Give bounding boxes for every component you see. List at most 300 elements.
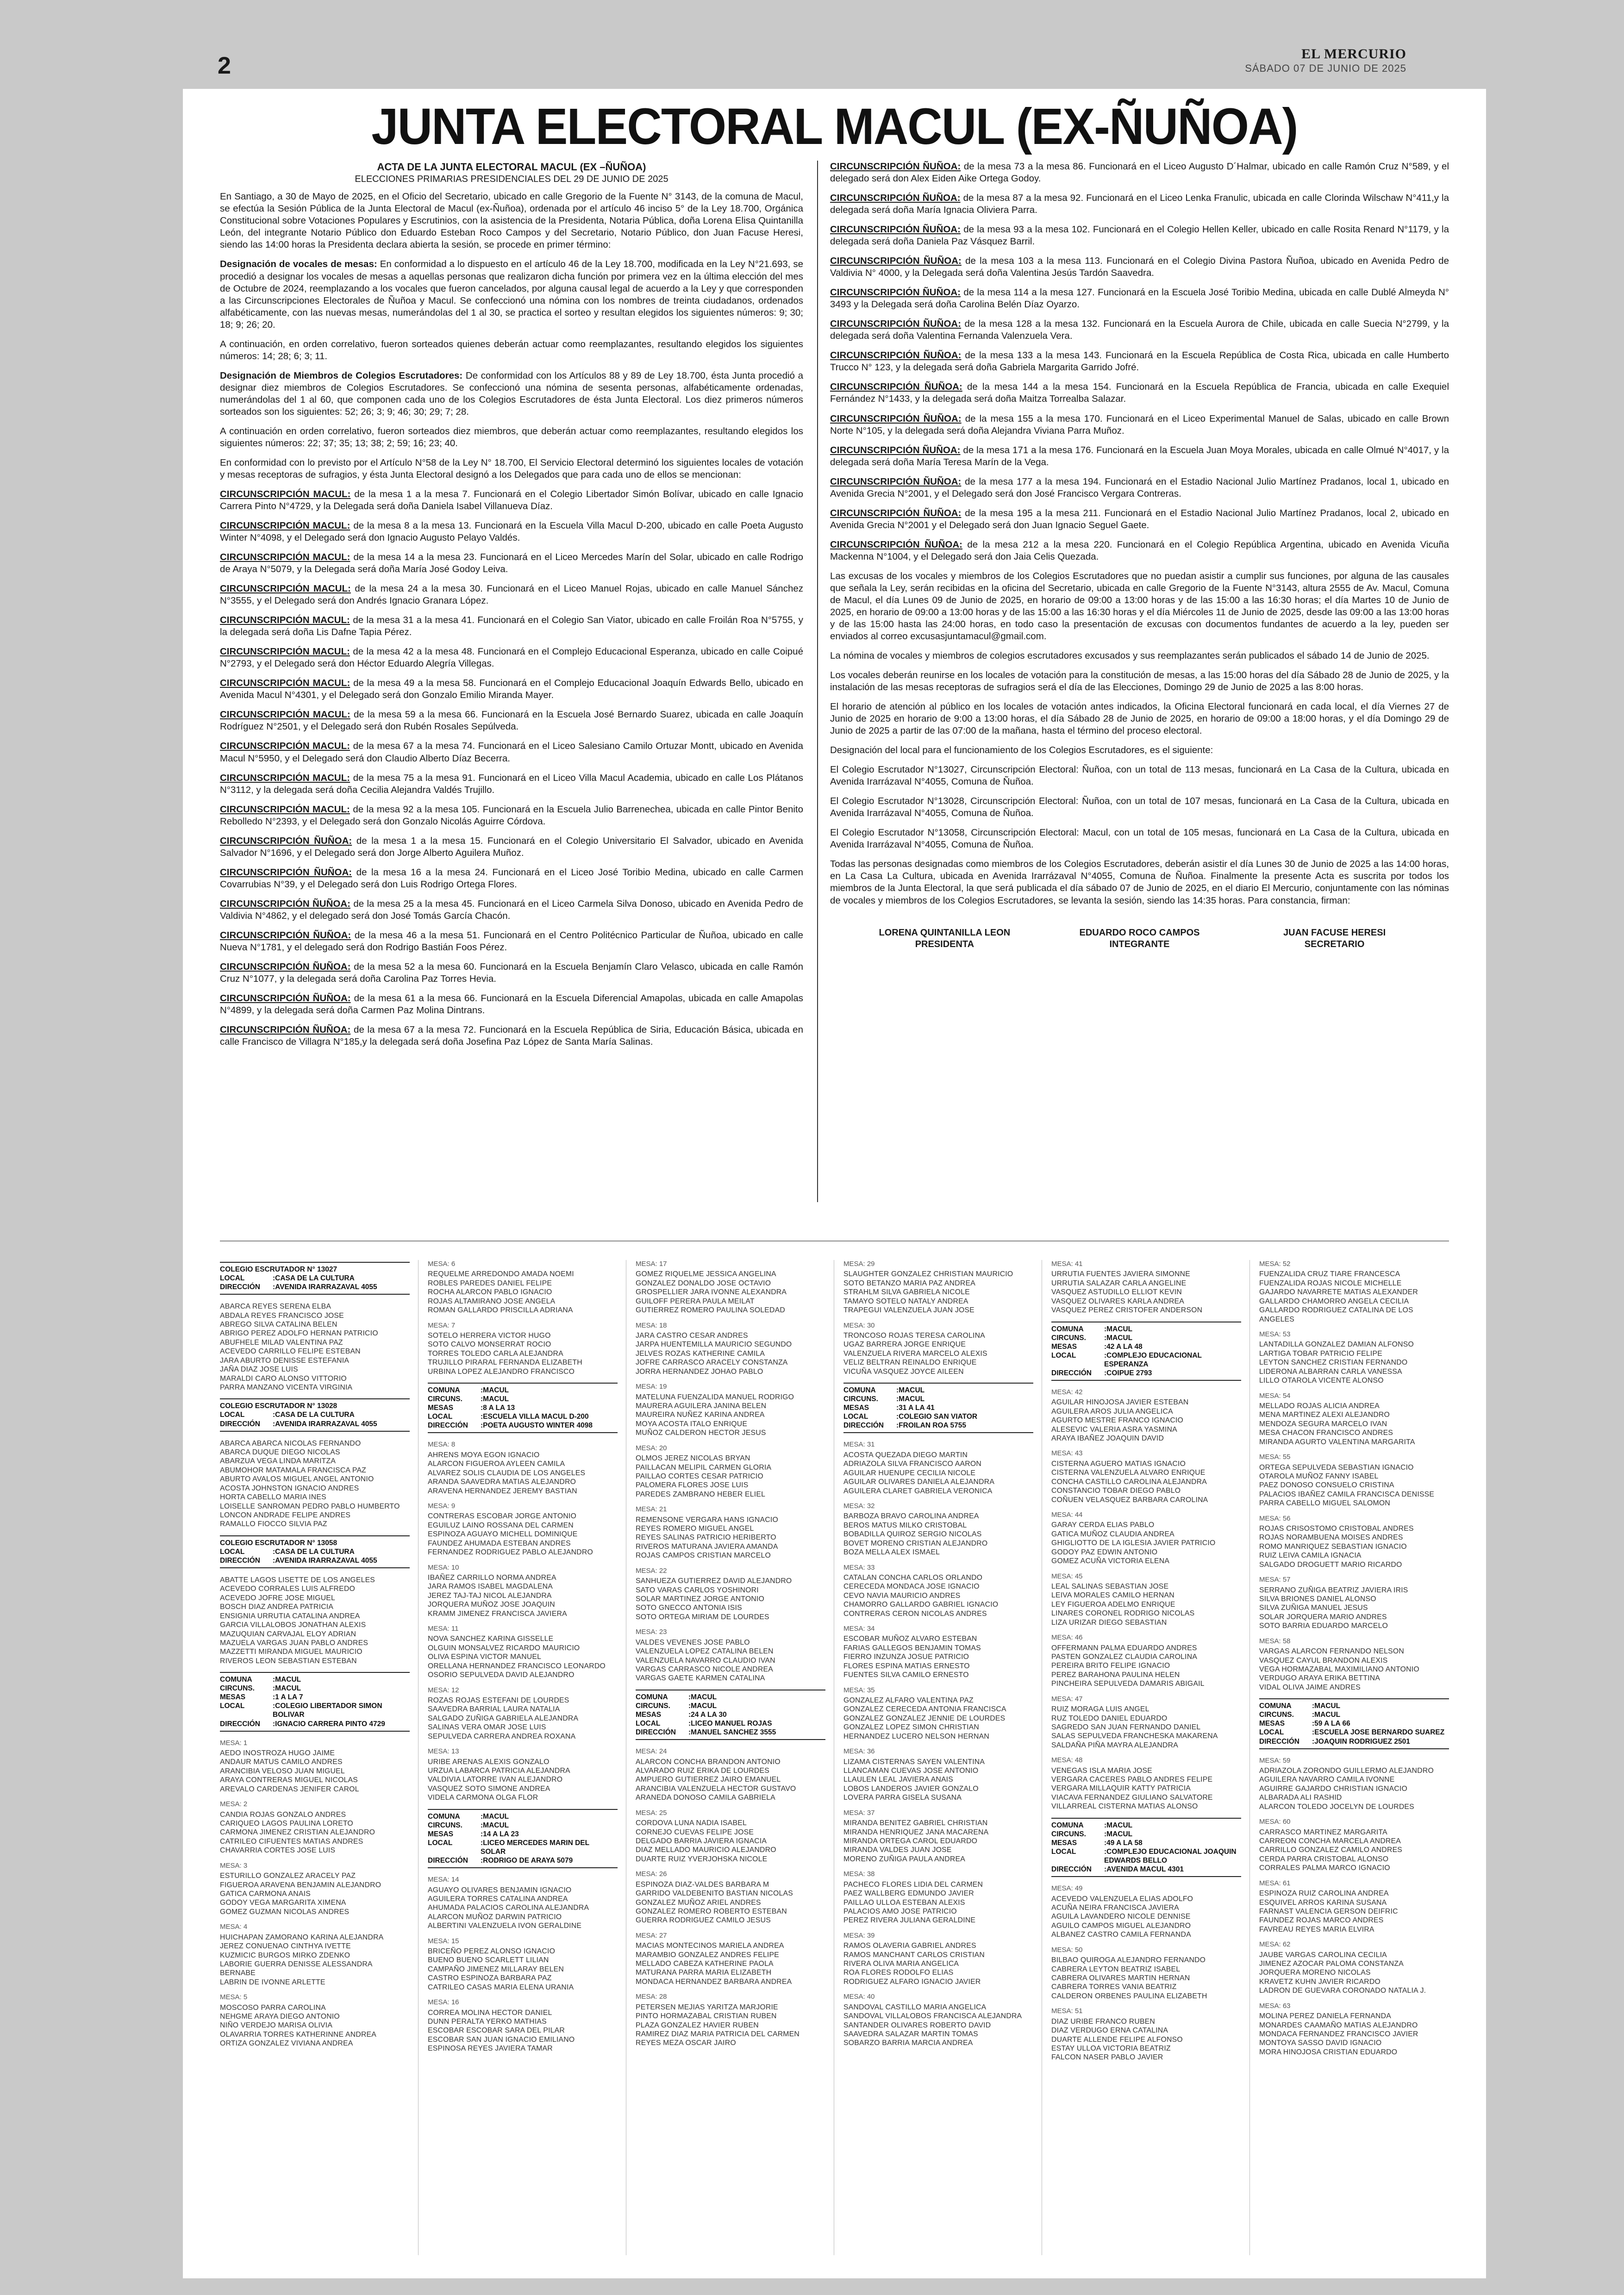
mesa-label: MESA: 14 bbox=[428, 1876, 459, 1884]
local-field-key: DIRECCIÓN bbox=[220, 1420, 260, 1428]
mesa-members: ADRIAZOLA ZORONDO GUILLERMO ALEJANDRO AGUILERA NAVARRO CAMILA IVONNE AGUIRRE GAJARDO CHRISTIAN IGNACIO ALBARADA ALI RASHID ALARCON TOLEDO JOCELYN DE LOURDES bbox=[1259, 1767, 1434, 1811]
mesa-members: DIAZ URIBE FRANCO RUBEN DIAZ VERDUGO ERNA CATALINA DUARTE ALLENDE FELIPE ALFONSO ESTAY ULLOA VICTORIA BEATRIZ FALCON NASER PABLO JAVIER bbox=[1051, 2017, 1183, 2062]
mesa-label: MESA: 58 bbox=[1259, 1637, 1291, 1645]
mesa-block bbox=[1259, 1879, 1449, 1934]
mesa-members: GONZALEZ ALFARO VALENTINA PAZ GONZALEZ CERECEDA ANTONIA FRANCISCA GONZALEZ GONZALEZ JENNIE DE LOURDES GONZALEZ LOPEZ SIMON CHRISTIAN HERNANDEZ LUCERO NELSON HERNAN bbox=[843, 1696, 1006, 1740]
mesa-members: ESTURILLO GONZALEZ ARACELY PAZ FIGUEROA ARAVENA BENJAMIN ALEJANDRO GATICA CARMONA ANAIS GODOY VEGA MARGARITA XIMENA GOMEZ GUZMAN NICOLAS ANDRES bbox=[220, 1872, 381, 1916]
nomina-paragraph: La nómina de vocales y miembros de colegios escrutadores excusados y sus reemplazantes serán publicados el sábado 14 de Junio de 2025. bbox=[830, 650, 1430, 661]
local-field-value: :MACUL bbox=[1312, 1711, 1341, 1719]
mesa-block bbox=[220, 1800, 410, 1855]
circunscripcion-label: CIRCUNSCRIPCIÓN ÑUÑOA: bbox=[220, 929, 351, 941]
mesa-block bbox=[636, 1260, 825, 1315]
mesa-members: MACIAS MONTECINOS MARIELA ANDREA MARAMBIO GONZALEZ ANDRES FELIPE MELLADO CABEZA KATHERINE PAOLA MATURANA PARRA MARIA ELIZABETH MONDACA HERNANDEZ BARBARA ANDREA bbox=[636, 1942, 792, 1986]
mesa-label: MESA: 18 bbox=[636, 1321, 667, 1329]
local-field-key: LOCAL bbox=[843, 1413, 868, 1421]
mesa-label: MESA: 19 bbox=[636, 1383, 667, 1391]
mesa-members: AEDO INOSTROZA HUGO JAIME ANDAUR MATUS CAMILO ANDRES ARANCIBIA VELOSO JUAN MIGUEL ARAYA CONTRERAS MIGUEL NICOLAS AREVALO CARDENAS JENIFER CAROL bbox=[220, 1749, 359, 1793]
mesa-members: LANTADILLA GONZALEZ DAMIAN ALFONSO LARTIGA TOBAR PATRICIO FELIPE LEYTON SANCHEZ CRISTIAN FERNANDO LIDERONA ALBARRAN CARLA VANESSA LILLO OTAROLA VICENTE ALONSO bbox=[1259, 1341, 1414, 1385]
mesa-members: FUENZALIDA CRUZ TIARE FRANCESCA FUENZALIDA ROJAS NICOLE MICHELLE GAJARDO NAVARRETE MATIAS ALEXANDER GALLARDO CHAMORRO ANGELA CECILIA GALLARDO RODRIGUEZ CATALINA DE LOS ANGELES bbox=[1259, 1270, 1418, 1323]
circunscripcion-text: de la mesa 75 a la mesa 91. Funcionará en el Liceo Villa Macul Academia, ubicado en calle Los Plátanos N°3112, y la delegada será doña Cecilia Alejandra Valdés Trujillo. bbox=[220, 772, 804, 795]
mesa-block bbox=[843, 1625, 1033, 1680]
mesa-label: MESA: 8 bbox=[428, 1441, 456, 1449]
mesa-label: MESA: 33 bbox=[843, 1563, 875, 1572]
mesa-block bbox=[1259, 1330, 1449, 1385]
local-field-key: LOCAL bbox=[220, 1411, 245, 1419]
local-field-key: MESAS bbox=[1051, 1342, 1077, 1351]
local-field-key: MESAS bbox=[220, 1693, 246, 1702]
acta-intro: En Santiago, a 30 de Mayo de 2025, en el Oficio del Secretario, ubicado en calle Gregorio de la Fuente N° 3143, de la comuna de Macul, se efectúa la Sesión Pública de la Junta Electoral de Macul (ex-Ñuñoa), ordenada por el artículo 46 inciso 5° de la Ley 18.700, Orgánica Constitucional sobre Votaciones Populares y Escrutinios, con la asistencia de la Presidenta, Notaria Pública, doña Lorena Elisa Quintanilla León, del integrante Notario Público don Eduardo Esteban Roco Campos y del Secretario, Notario Público, don Juan Facuse Heresi, siendo las 14:00 horas la Presidenta declara abierta la sesión, se procede en primer término: bbox=[220, 191, 803, 250]
local-field-key: LOCAL bbox=[428, 1413, 453, 1421]
mesa-label: MESA: 22 bbox=[636, 1566, 667, 1575]
mesa-label: MESA: 54 bbox=[1259, 1391, 1291, 1400]
circunscripcion-paragraph bbox=[220, 867, 803, 891]
circunscripcion-label: CIRCUNSCRIPCIÓN ÑUÑOA: bbox=[830, 193, 961, 204]
circunscripcion-paragraph bbox=[220, 804, 803, 828]
local-field-key: DIRECCIÓN bbox=[220, 1720, 260, 1728]
mesa-members: BILBAO QUIROGA ALEJANDRO FERNANDO CABRERA LEYTON BEATRIZ ISABEL CABRERA OLIVARES MARTIN HERNAN CABRERA TORRES VANIA BEATRIZ CALDERON ORBENES PAULINA ELIZABETH bbox=[1051, 1956, 1207, 2000]
mesa-members: BRICEÑO PEREZ ALONSO IGNACIO BUENO BUENO SCARLETT LILIAN CAMPAÑO JIMENEZ MILLARAY BELEN CASTRO ESPINOZA BARBARA PAZ CATRILEO CASAS MARIA ELENA URANIA bbox=[428, 1947, 574, 1991]
circunscripcion-text: de la mesa 49 a la mesa 58. Funcionará en el Complejo Educacional Joaquín Edwards Bello, ubicado en Avenida Macul N°4301, y el Delegado será don Gonzalo Emilio Miranda Mayer. bbox=[220, 678, 804, 701]
mesa-members: ESPINOZA RUIZ CAROLINA ANDREA ESQUIVEL ARROS KARINA SUSANA FARNAST VALENCIA GERSON DEIFRIC FAUNDEZ ROJAS MARCO ANDRES FAVREAU REYES MARIA ELVIRA bbox=[1259, 1890, 1398, 1933]
circunscripcion-paragraph bbox=[220, 709, 803, 733]
local-field-value: :COLEGIO SAN VIATOR bbox=[896, 1413, 978, 1421]
circunscripcion-label: CIRCUNSCRIPCIÓN ÑUÑOA: bbox=[830, 476, 962, 487]
local-field-key: DIRECCIÓN bbox=[1051, 1369, 1092, 1377]
circunscripcion-label: CIRCUNSCRIPCIÓN ÑUÑOA: bbox=[830, 161, 961, 172]
mesa-label: MESA: 55 bbox=[1259, 1453, 1291, 1461]
circunscripcion-paragraph bbox=[220, 520, 803, 544]
mesa-block bbox=[843, 1932, 1033, 1987]
local-field-value: :MACUL bbox=[1104, 1830, 1133, 1838]
mesa-label: MESA: 24 bbox=[636, 1747, 667, 1756]
vocales-heading: Designación de vocales de mesas: bbox=[220, 259, 377, 270]
local-field-value: :CASA DE LA CULTURA bbox=[273, 1411, 355, 1419]
circunscripcion-label: CIRCUNSCRIPCIÓN MACUL: bbox=[220, 646, 350, 657]
circunscripcion-text: de la mesa 1 a la mesa 15. Funcionará en el Colegio Universitario El Salvador, ubicado en Avenida Salvador N°1696, y el Delegado será don Jorge Alberto Aguilera Muñoz. bbox=[220, 835, 803, 858]
mesa-block bbox=[1051, 1511, 1241, 1566]
mesa-block bbox=[220, 1993, 410, 2048]
mesa-members: CANDIA ROJAS GONZALO ANDRES CARIQUEO LAGOS PAULINA LORETO CARMONA JIMENEZ CRISTIAN ALEJANDRO CATRILEO CIFUENTES MATIAS ANDRES CHAVARRIA CORTES JOSE LUIS bbox=[220, 1810, 375, 1855]
circunscripcion-text: de la mesa 92 a la mesa 105. Funcionará en la Escuela Julio Barrenechea, ubicada en calle Pintor Benito Rebolledo N°2393, y el Delegado será don Gonzalo Nicolás Aguirre Córdova. bbox=[220, 804, 803, 827]
local-field-key: MESAS bbox=[428, 1404, 454, 1412]
circunscripcion-paragraph bbox=[830, 287, 1449, 311]
mesa-members: AGUAYO OLIVARES BENJAMIN IGNACIO AGUILERA TORRES CATALINA ANDREA AHUMADA PALACIOS CAROLINA ALEJANDRA ALARCON MUÑOZ DARWIN PATRICIO ALBERTINI VALENZUELA IVON GERALDINE bbox=[428, 1886, 589, 1930]
circunscripciones-list-continued bbox=[830, 161, 1449, 563]
local-field-key: CIRCUNS. bbox=[843, 1395, 878, 1403]
mesa-label: MESA: 1 bbox=[220, 1739, 248, 1747]
listing-divider bbox=[1249, 1260, 1250, 2255]
mesa-label: MESA: 49 bbox=[1051, 1884, 1083, 1893]
local-field-key: LOCAL bbox=[220, 1547, 245, 1556]
local-field-value: :COIPUE 2793 bbox=[1104, 1369, 1152, 1377]
mesa-members: ACEVEDO VALENZUELA ELIAS ADOLFO ACUÑA NEIRA FRANCISCA JAVIERA AGUILA LAVANDERO NICOLE DENNISE AGUILO CAMPOS MIGUEL ALEJANDRO ALBANEZ CASTRO CAMILA FERNANDA bbox=[1051, 1895, 1193, 1939]
mesa-members: LEAL SALINAS SEBASTIAN JOSE LEIVA MORALES CAMILO HERNAN LEY FIGUEROA ADELMO ENRIQUE LINARES CORONEL RODRIGO NICOLAS LIZA URIZAR DIEGO SEBASTIAN bbox=[1051, 1583, 1195, 1627]
local-field-value: :MACUL bbox=[481, 1812, 509, 1821]
circunscripcion-text: de la mesa 73 a la mesa 86. Funcionará en el Liceo Augusto D´Halmar, ubicado en calle Ramón Cruz N°589, y el delegado será don Alex Eiden Aike Ortega Godoy. bbox=[830, 161, 1449, 184]
local-field-key: DIRECCIÓN bbox=[220, 1556, 260, 1565]
mesa-block bbox=[428, 1937, 618, 1992]
local-field-key: DIRECCIÓN bbox=[1051, 1865, 1092, 1874]
mesa-block bbox=[1051, 1695, 1241, 1750]
mesa-label: MESA: 6 bbox=[428, 1260, 456, 1268]
mesa-label: MESA: 44 bbox=[1051, 1511, 1083, 1519]
circunscripcion-label: CIRCUNSCRIPCIÓN ÑUÑOA: bbox=[220, 961, 351, 972]
mesa-members: VALDES VEVENES JOSE PABLO VALENZUELA LOPEZ CATALINA BELEN VALENZUELA NAVARRO CLAUDIO IVAN VARGAS CARRASCO NICOLE ANDREA VARGAS GAETE KARMEN CATALINA bbox=[636, 1638, 775, 1683]
mesa-members: ACOSTA QUEZADA DIEGO MARTIN ADRIAZOLA SILVA FRANCISCO AARON AGUILAR HUENUPE CECILIA NICOLE AGUILAR OLIVARES DANIELA ALEJANDRA AGUILERA CLARET GABRIELA VERONICA bbox=[843, 1451, 995, 1495]
local-field-value: :CASA DE LA CULTURA bbox=[273, 1274, 355, 1283]
mesa-block bbox=[636, 1322, 825, 1377]
circunscripcion-text: de la mesa 16 a la mesa 24. Funcionará en el Liceo José Toribio Medina, ubicado en calle Carmen Covarrubias N°39, y el Delegado será don Luis Rodrigo Ortega Flores. bbox=[220, 867, 803, 890]
circunscripcion-label: CIRCUNSCRIPCIÓN MACUL: bbox=[220, 615, 350, 626]
circunscripcion-paragraph bbox=[830, 444, 1449, 468]
local-info-block bbox=[220, 1398, 410, 1431]
local-field-value: :31 A LA 41 bbox=[896, 1404, 935, 1412]
mesa-members: TRONCOSO ROJAS TERESA CAROLINA UGAZ BARRERA JORGE ENRIQUE VALENZUELA RIVERA MARCELO ALEXIS VELIZ BELTRAN REINALDO ENRIQUE VICUÑA VASQUEZ JOYCE AILEEN bbox=[843, 1331, 987, 1376]
mesa-block bbox=[220, 1439, 410, 1529]
local-field-value: :14 A LA 23 bbox=[481, 1830, 519, 1838]
local-field-key: COMUNA bbox=[428, 1386, 460, 1395]
circunscripcion-paragraph bbox=[830, 349, 1449, 374]
mesa-members: GOMEZ RIQUELME JESSICA ANGELINA GONZALEZ DONALDO JOSE OCTAVIO GROSPELLIER JARA IVONNE ALEXANDRA GUILOFF PERERA PAULA MEILAT GUTIERREZ ROMERO PAULINA SOLEDAD bbox=[636, 1270, 787, 1315]
local-field-key: LOCAL bbox=[428, 1839, 453, 1847]
local-field-value: :COLEGIO LIBERTADOR SIMON BOLIVAR bbox=[273, 1702, 382, 1719]
colegio-13028-paragraph: El Colegio Escrutador N°13028, Circunscripción Electoral: Ñuñoa, con un total de 107 mesas, funcionará en La Casa de la Cultura, ubicada en Avenida Irarrázaval N°4055, Comuna de Ñuñoa. bbox=[830, 796, 1449, 819]
local-field-value: :CASA DE LA CULTURA bbox=[273, 1547, 355, 1556]
local-field-key: COMUNA bbox=[428, 1812, 460, 1821]
local-info-block bbox=[843, 1383, 1033, 1433]
local-field-value: :ESCUELA JOSE BERNARDO SUAREZ bbox=[1312, 1728, 1445, 1737]
signatures bbox=[830, 927, 1449, 951]
mesa-label: MESA: 53 bbox=[1259, 1330, 1291, 1338]
mesa-members: OLMOS JEREZ NICOLAS BRYAN PAILLACAN MELIPIL CARMEN GLORIA PAILLAO CORTES CESAR PATRICIO PALOMERA FLORES JOSE LUIS PAREDES ZAMBRANO HEBER ELIEL bbox=[636, 1454, 772, 1498]
mesa-label: MESA: 35 bbox=[843, 1686, 875, 1694]
circunscripcion-paragraph bbox=[220, 551, 803, 575]
mesa-block bbox=[428, 1686, 618, 1741]
mesas-listing bbox=[220, 1260, 1449, 2260]
local-field-value: :MACUL bbox=[481, 1821, 509, 1829]
mesa-members: AHRENS MOYA EGON IGNACIO ALARCON FIGUEROA AYLEEN CAMILA ALVAREZ SOLIS CLAUDIA DE LOS ANGELES ARANDA SAAVEDRA MATIAS ALEJANDRO ARAVENA HERNANDEZ JEREMY BASTIAN bbox=[428, 1451, 586, 1495]
mesa-label: MESA: 29 bbox=[843, 1260, 875, 1268]
circunscripcion-text: de la mesa 133 a la mesa 143. Funcionará en la Escuela República de Costa Rica, ubicada en calle Humberto Trucco N° 123, y la delegada será doña Gabriela Margarita Garrido Jofré. bbox=[830, 350, 1449, 373]
local-field-key: COMUNA bbox=[636, 1693, 668, 1701]
mesa-block bbox=[1259, 1260, 1449, 1324]
circunscripcion-text: de la mesa 177 a la mesa 194. Funcionará en el Estadio Nacional Julio Martínez Pradanos, local 1, ubicado en Avenida Grecia N°2001, y el Delegado será don José Francisco Vergara Contreras. bbox=[830, 476, 1449, 499]
mesa-block bbox=[843, 1564, 1033, 1619]
circunscripcion-paragraph bbox=[830, 381, 1449, 405]
local-field-key: COMUNA bbox=[220, 1676, 252, 1684]
mesa-block bbox=[843, 1441, 1033, 1496]
local-field-key: CIRCUNS. bbox=[1051, 1334, 1086, 1342]
local-field-key: COMUNA bbox=[1259, 1702, 1292, 1710]
listing-column-2 bbox=[428, 1260, 618, 2060]
circunscripcion-label: CIRCUNSCRIPCIÓN ÑUÑOA: bbox=[830, 287, 961, 298]
local-field-value: :MACUL bbox=[688, 1702, 717, 1710]
mesa-label: MESA: 41 bbox=[1051, 1260, 1083, 1268]
mesa-label: MESA: 47 bbox=[1051, 1695, 1083, 1703]
mesa-label: MESA: 26 bbox=[636, 1870, 667, 1878]
mesa-label: MESA: 4 bbox=[220, 1923, 248, 1931]
circunscripcion-paragraph bbox=[220, 835, 803, 859]
circunscripcion-text: de la mesa 103 a la mesa 113. Funcionará en el Colegio Divina Pastora Ñuñoa, ubicado en Avenida Pedro de Valdivia N° 4000, y la Delegada será doña Valentina Jesús Tardón Saavedra. bbox=[830, 256, 1449, 279]
local-field-value: :MACUL bbox=[896, 1395, 925, 1403]
mesa-members: URRUTIA FUENTES JAVIERA SIMONNE URRUTIA SALAZAR CARLA ANGELINE VASQUEZ ASTUDILLO ELLIOT KEVIN VASQUEZ OLIVARES KARLA ANDREA VASQUEZ PEREZ CRISTOFER ANDERSON bbox=[1051, 1270, 1203, 1315]
mesa-label: MESA: 57 bbox=[1259, 1576, 1291, 1584]
mesa-block bbox=[220, 1923, 410, 1987]
local-info-block bbox=[636, 1690, 825, 1740]
circunscripcion-label: CIRCUNSCRIPCIÓN MACUL: bbox=[220, 583, 351, 594]
mesa-block bbox=[1051, 1946, 1241, 2001]
local-field-value: :RODRIGO DE ARAYA 5079 bbox=[481, 1857, 573, 1865]
mesa-block bbox=[1259, 1515, 1449, 1570]
local-field-key: LOCAL bbox=[220, 1274, 245, 1283]
mesa-members: VENEGAS ISLA MARIA JOSE VERGARA CACERES PABLO ANDRES FELIPE VERGARA MILLAQUIR KATTY PATRICIA VIACAVA FERNANDEZ GIULIANO SALVATORE VILLARREAL CISTERNA MATIAS ALONSO bbox=[1051, 1766, 1213, 1811]
mesa-label: MESA: 46 bbox=[1051, 1634, 1083, 1642]
local-field-key: COLEGIO ESCRUTADOR N° 13027 bbox=[220, 1266, 337, 1273]
local-field-key: MESAS bbox=[1051, 1839, 1077, 1847]
mesa-members: RAMOS OLAVERIA GABRIEL ANDRES RAMOS MANCHANT CARLOS CRISTIAN RIVERA OLIVA MARIA ANGELICA ROA FLORES RODOLFO ELIAS RODRIGUEZ ALFARO IGNACIO JAVIER bbox=[843, 1942, 985, 1986]
circunscripcion-text: de la mesa 67 a la mesa 74. Funcionará en el Liceo Salesiano Camilo Ortuzar Montt, ubicado en Avenida Macul N°5950, y el Delegado será don Claudio Alberto Díaz Becerra. bbox=[220, 741, 804, 764]
mesa-members: MOSCOSO PARRA CAROLINA NEHGME ARAYA DIEGO ANTONIO NIÑO VERDEJO MARISA OLIVIA OLAVARRIA TORRES KATHERINNE ANDREA ORTIZA GONZALEZ VIVIANA ANDREA bbox=[220, 2003, 377, 2048]
local-field-key: DIRECCIÓN bbox=[220, 1283, 260, 1291]
mesa-label: MESA: 11 bbox=[428, 1625, 459, 1633]
vocales-reemplazo: A continuación, en orden correlativo, fueron sorteados quienes deberán actuar como reemplazantes, resultando elegidos los siguientes números: 14; 28; 6; 3; 11. bbox=[220, 338, 803, 362]
mesa-block bbox=[1259, 2002, 1449, 2057]
local-field-key: LOCAL bbox=[636, 1720, 661, 1728]
mesa-label: MESA: 52 bbox=[1259, 1260, 1291, 1268]
local-field-value: :MACUL bbox=[896, 1386, 925, 1395]
circunscripcion-paragraph bbox=[220, 929, 803, 954]
mesa-block bbox=[636, 1993, 825, 2048]
mesa-block bbox=[1259, 1576, 1449, 1631]
excusas-paragraph: Las excusas de los vocales y miembros de los Colegios Escrutadores que no puedan asistir a cumplir sus funciones, por alguna de las causales que señala la Ley, serán recibidas en la oficina del Secretario, ubicada en calle Gregorio de la Fuente N°3143, altura 2555 de Av. Macul, Comuna de Macul, el día Lunes 09 de Junio de 2025, en horario de 09:00 a 13:00 horas y de las 15:00 a las 16:30 horas; el día Martes 10 de Junio de 2025, en horario de 09:00 a 13:00 horas y de las 15:00 a las 16:30 horas y el día Miércoles 11 de Junio de 2025, desde las 09:00 a las 13:00 horas y de las 15:00 hasta las 24:00 horas, en todo caso la presentación de excusas con documentos fundantes de acuerdo a la ley, pueden ser enviados al correo excusasjuntamacul@gmail.com. bbox=[830, 570, 1449, 642]
mesa-members: URIBE ARENAS ALEXIS GONZALO URZUA LABARCA PATRICIA ALEJANDRA VALDIVIA LATORRE IVAN ALEJANDRO VASQUEZ SOTO SIMONE ANDREA VIDELA CARMONA OLGA FLOR bbox=[428, 1758, 570, 1802]
mesa-label: MESA: 62 bbox=[1259, 1940, 1291, 1949]
mesa-block bbox=[843, 1260, 1033, 1315]
mesa-block bbox=[428, 1322, 618, 1377]
mesa-block bbox=[636, 1628, 825, 1683]
mesa-members: ALARCON CONCHA BRANDON ANTONIO ALVARADO RUIZ ERIKA DE LOURDES AMPUERO GUTIERREZ JAIRO EMANUEL ARANCIBIA VALENZUELA HECTOR GUSTAVO ARANEDA DONOSO CAMILA GABRIELA bbox=[636, 1758, 796, 1802]
circunscripcion-label: CIRCUNSCRIPCIÓN ÑUÑOA: bbox=[220, 835, 352, 846]
local-field-value: :AVENIDA IRARRAZAVAL 4055 bbox=[273, 1420, 377, 1428]
circunscripcion-label: CIRCUNSCRIPCIÓN MACUL: bbox=[220, 709, 350, 720]
mesa-label: MESA: 34 bbox=[843, 1625, 875, 1633]
local-info-block bbox=[428, 1809, 618, 1868]
circunscripcion-label: CIRCUNSCRIPCIÓN ÑUÑOA: bbox=[830, 413, 962, 424]
circunscripcion-text: de la mesa 171 a la mesa 176. Funcionará en la Escuela Juan Moya Morales, ubicada en calle Olmué N°4017, y la delegada será doña María Teresa Marín de la Vega. bbox=[830, 444, 1449, 468]
local-field-key: CIRCUNS. bbox=[1051, 1830, 1086, 1838]
mesa-members: CORREA MOLINA HECTOR DANIEL DUNN PERALTA YERKO MATHIAS ESCOBAR ESCOBAR SARA DEL PILAR ESCOBAR SAN JUAN IGNACIO EMILIANO ESPINOSA REYES JAVIERA TAMAR bbox=[428, 2008, 575, 2053]
circunscripcion-paragraph bbox=[830, 507, 1449, 531]
circunscripcion-text: de la mesa 128 a la mesa 132. Funcionará en la Escuela Aurora de Chile, ubicada en calle Suecia N°2799, y la delegada será doña Valentina Fernanda Valenzuela Vera. bbox=[830, 318, 1449, 342]
circunscripcion-label: CIRCUNSCRIPCIÓN MACUL: bbox=[220, 552, 350, 563]
mesa-block bbox=[1051, 1260, 1241, 1315]
circunscripcion-label: CIRCUNSCRIPCIÓN ÑUÑOA: bbox=[830, 350, 962, 361]
mesa-block bbox=[1051, 1449, 1241, 1504]
mesa-block bbox=[428, 1441, 618, 1496]
mesa-block bbox=[636, 1444, 825, 1499]
local-field-value: :49 A LA 58 bbox=[1104, 1839, 1143, 1847]
colegios-text: De conformidad con los Artículos 88 y 89 de Ley 18.700, ésta Junta procedió a designar diez miembros de Colegios Escrutadores. Se confeccionó una nómina de sesenta personas, alfabéticamente ordenadas, numerándolas del 1 al 60, que componen cada uno de los Colegios Escrutadores de ésta Junta Electoral. Los diez primeros números sorteados son los siguientes: 52; 26; 3; 9; 46; 30; 29; 7; 28. bbox=[220, 370, 803, 417]
mesa-block bbox=[843, 1870, 1033, 1925]
mesa-label: MESA: 59 bbox=[1259, 1756, 1291, 1765]
circunscripcion-paragraph bbox=[830, 192, 1449, 216]
mesa-members: SLAUGHTER GONZALEZ CHRISTIAN MAURICIO SOTO BETANZO MARIA PAZ ANDREA STRAHLM SILVA GABRIELA NICOLE TAMAYO SOTELO NATALY ANDREA TRAPEGUI VALENZUELA JUAN JOSE bbox=[843, 1270, 1013, 1315]
circunscripcion-text: de la mesa 8 a la mesa 13. Funcionará en la Escuela Villa Macul D-200, ubicado en calle Poeta Augusto Winter N°4098, y el Delegado será don Ignacio Augusto Pelayo Valdés. bbox=[220, 520, 803, 543]
mesa-members: ROZAS ROJAS ESTEFANI DE LOURDES SAAVEDRA BARRIAL LAURA NATALIA SALGADO ZUÑIGA GABRIELA ALEJANDRA SALINAS VERA OMAR JOSE LUIS SEPULVEDA CARRERA ANDREA ROXANA bbox=[428, 1696, 579, 1740]
circunscripcion-text: de la mesa 93 a la mesa 102. Funcionará en el Colegio Hellen Keller, ubicado en calle Rosita Renard N°1179, y la delegada será doña Daniela Paz Vásquez Barril. bbox=[830, 224, 1449, 247]
mesa-label: MESA: 28 bbox=[636, 1993, 667, 2001]
circunscripcion-paragraph bbox=[220, 646, 803, 670]
mesa-block bbox=[1051, 1388, 1241, 1443]
mesa-members: ABARCA ABARCA NICOLAS FERNANDO ABARCA DUQUE DIEGO NICOLAS ABARZUA VEGA LINDA MARITZA ABUMOHOR MATAMALA FRANCISCA PAZ ABURTO AVALOS MIGUEL ANGEL ANTONIO ACOSTA JOHNSTON IGNACIO ANDRES HORTA CABELLO MARIA INES LOISELLE SANROMAN PEDRO PABLO HUMBERTO LONCON ANDRADE FELIPE ANDRES RAMALLO FIOCCO SILVIA PAZ bbox=[220, 1439, 400, 1528]
mesa-block bbox=[843, 1747, 1033, 1802]
mesa-members: CORDOVA LUNA NADIA ISABEL CORNEJO CUEVAS FELIPE JOSE DELGADO BARRIA JAVIERA IGNACIA DIAZ MELLADO MAURICIO ALEJANDRO DUARTE RUIZ YVERJOHSKA NICOLE bbox=[636, 1819, 776, 1863]
local-field-key: COLEGIO ESCRUTADOR N° 13028 bbox=[220, 1402, 337, 1410]
acta-right-column bbox=[830, 161, 1449, 950]
mesa-members: CISTERNA AGUERO MATIAS IGNACIO CISTERNA VALENZUELA ALVARO ENRIQUE CONCHA CASTILLO CAROLINA ALEJANDRA CONSTANCIO TOBAR DIEGO PABLO COÑUEN VELASQUEZ BARBARA CAROLINA bbox=[1051, 1459, 1208, 1504]
mesa-members: REQUELME ARREDONDO AMADA NOEMI ROBLES PAREDES DANIEL FELIPE ROCHA ALARCON PABLO IGNACIO ROJAS ALTAMIRANO JOSE ANGELA ROMAN GALLARDO PRISCILLA ADRIANA bbox=[428, 1270, 574, 1315]
vocales-text: En conformidad a lo dispuesto en el artículo 46 de la Ley 18.700, modificada en la Ley N°21.693, se procedió a designar los vocales de mesas a aquellas personas que realizaron dicha función por primera vez en la última elección del mes de Octubre de 2024, reemplazando a los vocales que fueron cancelados, por alguna causal legal de acuerdo a la Ley y que corresponden a las Circunscripciones Electorales de Ñuñoa y Macul. Se confeccionó una nómina con los nombres de treinta ciudadanos, ordenados alfabéticamente, con las nuevas mesas, numerándolas del 1 al 30, se practica el sorteo y resultan elegidos los siguientes números: 9; 30; 18; 9; 26; 20. bbox=[220, 259, 803, 330]
mesa-label: MESA: 48 bbox=[1051, 1756, 1083, 1765]
local-field-key: COMUNA bbox=[1051, 1821, 1084, 1829]
mesa-label: MESA: 12 bbox=[428, 1686, 459, 1694]
local-field-key: DIRECCIÓN bbox=[1259, 1737, 1299, 1746]
page-number: 2 bbox=[218, 52, 231, 79]
local-field-value: :COMPLEJO EDUCACIONAL ESPERANZA bbox=[1104, 1351, 1202, 1368]
circunscripcion-text: de la mesa 155 a la mesa 170. Funcionará en el Liceo Experimental Manuel de Salas, ubicado en calle Brown Norte N°105, y la delegada será doña Alejandra Viviana Parra Muñoz. bbox=[830, 413, 1449, 436]
circunscripcion-paragraph bbox=[220, 614, 803, 638]
mesa-members: OFFERMANN PALMA EDUARDO ANDRES PASTEN GONZALEZ CLAUDIA CAROLINA PEREIRA BRITO FELIPE IGNACIO PEREZ BARAHONA PAULINA HELEN PINCHEIRA SEPULVEDA DAMARIS ABIGAIL bbox=[1051, 1644, 1205, 1688]
mesa-label: MESA: 50 bbox=[1051, 1946, 1083, 1954]
local-field-key: DIRECCIÓN bbox=[428, 1422, 468, 1430]
mesa-label: MESA: 21 bbox=[636, 1505, 667, 1514]
mesa-block bbox=[636, 1809, 825, 1864]
local-field-key: COLEGIO ESCRUTADOR N° 13058 bbox=[220, 1539, 337, 1547]
mesa-members: LIZAMA CISTERNAS SAYEN VALENTINA LLANCAMAN CUEVAS JOSE ANTONIO LLAULEN LEAL JAVIERA ANAIS LOBOS LANDEROS JAVIER GONZALO LOVERA PARRA GISELA SUSANA bbox=[843, 1758, 985, 1802]
mesa-label: MESA: 38 bbox=[843, 1870, 875, 1878]
mesa-block bbox=[428, 1747, 618, 1802]
colegio-13027-paragraph: El Colegio Escrutador N°13027, Circunscripción Electoral: Ñuñoa, con un total de 113 mesas, funcionará en La Casa de la Cultura, ubicada en Avenida Irarrázaval N°4055, Comuna de Ñuñoa. bbox=[830, 764, 1449, 787]
column-divider bbox=[817, 161, 818, 1202]
local-field-key: MESAS bbox=[428, 1830, 454, 1838]
circunscripcion-label: CIRCUNSCRIPCIÓN ÑUÑOA: bbox=[830, 539, 962, 550]
circunscripcion-text: de la mesa 25 a la mesa 45. Funcionará en el Liceo Carmela Silva Donoso, ubicado en Avenida Pedro de Valdivia N°4862, y el delegado será don José Tomás García Chacón. bbox=[220, 898, 803, 921]
designacion-paragraph: Designación del local para el funcionamiento de los Colegios Escrutadores, es el siguiente: bbox=[830, 745, 1213, 756]
local-field-value: :MACUL bbox=[688, 1693, 717, 1701]
mesa-label: MESA: 17 bbox=[636, 1260, 667, 1268]
circunscripcion-text: de la mesa 24 a la mesa 30. Funcionará en el Liceo Manuel Rojas, ubicado en calle Manuel Sánchez N°3555, y el Delegado será don Andrés Ignacio Granara López. bbox=[220, 583, 803, 606]
acta-title: ACTA DE LA JUNTA ELECTORAL MACUL (EX –ÑUÑOA) bbox=[377, 161, 646, 173]
local-field-value: :42 A LA 48 bbox=[1104, 1342, 1143, 1351]
mesa-members: JARA CASTRO CESAR ANDRES JARPA HUENTEMILLA MAURICIO SEGUNDO JELVES ROZAS KATHERINE CAMILA JOFRE CARRASCO ARACELY CONSTANZA JORRA HERNANDEZ JOHAO PABLO bbox=[636, 1331, 792, 1376]
mesa-members: BARBOZA BRAVO CAROLINA ANDREA BEROS MATUS MILKO CRISTOBAL BOBADILLA QUIROZ SERGIO NICOLAS BOVET MORENO CRISTIAN ALEJANDRO BOZA MELLA ALEX ISMAEL bbox=[843, 1512, 988, 1557]
mesa-block bbox=[843, 1686, 1033, 1741]
mesa-label: MESA: 16 bbox=[428, 1998, 459, 2007]
mesa-label: MESA: 56 bbox=[1259, 1514, 1291, 1522]
local-field-value: :LICEO MANUEL ROJAS bbox=[688, 1720, 772, 1728]
newspaper-brand: EL MERCURIO bbox=[1301, 46, 1406, 62]
circunscripcion-label: CIRCUNSCRIPCIÓN ÑUÑOA: bbox=[220, 867, 352, 878]
mesa-label: MESA: 42 bbox=[1051, 1388, 1083, 1396]
mesa-label: MESA: 31 bbox=[843, 1441, 875, 1449]
mesa-label: MESA: 39 bbox=[843, 1931, 875, 1940]
circunscripcion-label: CIRCUNSCRIPCIÓN ÑUÑOA: bbox=[220, 898, 350, 909]
signature-presidenta: LORENA QUINTANILLA LEON PRESIDENTA bbox=[879, 927, 1011, 949]
mesa-label: MESA: 13 bbox=[428, 1747, 459, 1756]
circunscripcion-paragraph bbox=[220, 677, 803, 701]
acta-body bbox=[220, 161, 1449, 1225]
mesa-block bbox=[428, 1625, 618, 1680]
horario-paragraph: El horario de atención al público en los locales de votación antes indicados, la Oficina Electoral funcionará en cada local, el día Viernes 27 de Junio de 2025 en horario de 9:00 a 13:00 horas, el día Sábado 28 de Junio de 2025, en horario de 09:00 a 18:00 horas, y el día Domingo 29 de Junio de 2025 a partir de las 07:00 de la mañana, hasta el término del proceso electoral. bbox=[830, 701, 1449, 736]
mesa-label: MESA: 43 bbox=[1051, 1449, 1083, 1458]
circunscripcion-text: de la mesa 42 a la mesa 48. Funcionará en el Complejo Educacional Esperanza, ubicado en calle Coipué N°2793, y el Delegado será don Héctor Eduardo Alegría Villegas. bbox=[220, 646, 803, 669]
mesa-block bbox=[1051, 1572, 1241, 1628]
listing-column-3 bbox=[636, 1260, 825, 2054]
mesa-members: CARRASCO MARTINEZ MARGARITA CARREON CONCHA MARCELA ANDREA CARRILLO GONZALEZ CAMILO ANDRES CERDA PARRA CRISTOBAL ALONSO CORRALES PALMA MARCO IGNACIO bbox=[1259, 1828, 1403, 1872]
mesa-block bbox=[220, 1739, 410, 1794]
local-field-key: MESAS bbox=[1259, 1720, 1285, 1728]
mesa-members: ABATTE LAGOS LISETTE DE LOS ANGELES ACEVEDO CORRALES LUIS ALFREDO ACEVEDO JOFRE JOSE MIGUEL BOSCH DIAZ ANDREA PATRICIA ENSIGNIA URRUTIA CATALINA ANDREA GARCIA VILLALOBOS JONATHAN ALEXIS MAZUQUIAN CARVAJAL ELOY ADRIAN MAZUELA VARGAS JUAN PABLO ANDRES MAZZETTI MIRANDA MIGUEL MAURICIO RIVEROS LEON SEBASTIAN ESTEBAN bbox=[220, 1576, 375, 1665]
circunscripcion-label: CIRCUNSCRIPCIÓN ÑUÑOA: bbox=[830, 318, 962, 330]
circunscripcion-text: de la mesa 87 a la mesa 92. Funcionará en el Liceo Lenka Franulic, ubicada en calle Clorinda Wilschaw N°411,y la delegada será doña María Ignacia Oliviera Parra. bbox=[830, 193, 1449, 216]
mesa-label: MESA: 63 bbox=[1259, 2002, 1291, 2010]
circunscripcion-text: de la mesa 114 a la mesa 127. Funcionará en la Escuela José Toribio Medina, ubicada en calle Dublé Almeyda N° 3493 y la Delegada será doña Carolina Belén Díaz Oyarzo. bbox=[830, 287, 1449, 310]
locales-intro: En conformidad con lo previsto por el Artículo N°58 de la Ley N° 18.700, El Servicio Electoral determinó los siguientes locales de votación y mesas receptoras de sufragios, y ésta Junta Electoral designó a los Delegados que para cada uno de ellos se mencionan: bbox=[220, 457, 803, 480]
mesa-label: MESA: 61 bbox=[1259, 1879, 1291, 1887]
mesa-block bbox=[1051, 1756, 1241, 1811]
mesa-block bbox=[1259, 1453, 1449, 1508]
circunscripcion-label: CIRCUNSCRIPCIÓN ÑUÑOA: bbox=[220, 1024, 351, 1035]
local-info-block bbox=[220, 1672, 410, 1731]
mesa-block bbox=[1259, 1757, 1449, 1812]
circunscripcion-label: CIRCUNSCRIPCIÓN MACUL: bbox=[220, 678, 350, 689]
local-info-block bbox=[220, 1535, 410, 1568]
local-field-value: :MACUL bbox=[1312, 1702, 1341, 1710]
vocales-paragraph bbox=[220, 258, 803, 331]
local-field-key: CIRCUNS. bbox=[428, 1821, 462, 1829]
local-field-value: :59 A LA 66 bbox=[1312, 1720, 1350, 1728]
circunscripcion-paragraph bbox=[830, 318, 1449, 342]
circunscripcion-paragraph bbox=[220, 488, 803, 512]
mesa-block bbox=[428, 1564, 618, 1619]
circunscripcion-label: CIRCUNSCRIPCIÓN ÑUÑOA: bbox=[830, 381, 962, 393]
circunscripcion-text: de la mesa 67 a la mesa 72. Funcionará en la Escuela República de Siria, Educación Básica, ubicada en calle Francisco de Villagra N°185,y la delegada será doña Josefina Paz López de Santa María Salinas. bbox=[220, 1024, 803, 1048]
local-field-key: MESAS bbox=[843, 1404, 869, 1412]
local-field-key: COMUNA bbox=[843, 1386, 876, 1395]
mesa-label: MESA: 45 bbox=[1051, 1572, 1083, 1580]
mesa-label: MESA: 15 bbox=[428, 1937, 459, 1945]
mesa-label: MESA: 5 bbox=[220, 1993, 248, 2002]
local-field-key: DIRECCIÓN bbox=[428, 1857, 468, 1865]
circunscripcion-paragraph bbox=[220, 583, 803, 607]
mesa-block bbox=[843, 1502, 1033, 1557]
mesa-block bbox=[636, 1870, 825, 1925]
mesa-block bbox=[428, 1502, 618, 1557]
local-info-block bbox=[1051, 1322, 1241, 1381]
local-field-key: CIRCUNS. bbox=[220, 1684, 255, 1693]
circunscripcion-label: CIRCUNSCRIPCIÓN ÑUÑOA: bbox=[830, 507, 962, 518]
notice-sheet bbox=[183, 89, 1486, 2278]
mesa-members: ESCOBAR MUÑOZ ALVARO ESTEBAN FARIAS GALLEGOS BENJAMIN TOMAS FIERRO INZUNZA JOSUE PATRICIO FLORES ESPINA MATIAS ERNESTO FUENTES SILVA CAMILO ERNESTO bbox=[843, 1635, 981, 1679]
mesa-block bbox=[220, 1302, 410, 1392]
local-field-value: :MACUL bbox=[273, 1676, 301, 1684]
mesa-members: NOVA SANCHEZ KARINA GISSELLE OLGUIN MONSALVEZ RICARDO MAURICIO OLIVA ESPINA VICTOR MANUEL ORELLANA HERNANDEZ FRANCISCO LEONARDO OSORIO SEPULVEDA DAVID ALEJANDRO bbox=[428, 1635, 606, 1679]
mesa-label: MESA: 37 bbox=[843, 1809, 875, 1817]
circunscripcion-label: CIRCUNSCRIPCIÓN MACUL: bbox=[220, 772, 350, 783]
local-field-value: :AVENIDA MACUL 4301 bbox=[1104, 1865, 1184, 1874]
circunscripcion-paragraph bbox=[220, 1024, 803, 1048]
vocales-reunion-paragraph: Los vocales deberán reunirse en los locales de votación para la constitución de mesas, a las 15:00 horas del día Sábado 28 de Junio de 2025, y la instalación de las mesas receptoras de sufragios será el día de las Elecciones, Domingo 29 de Junio de 2025 a las 8:00 horas. bbox=[830, 670, 1449, 693]
